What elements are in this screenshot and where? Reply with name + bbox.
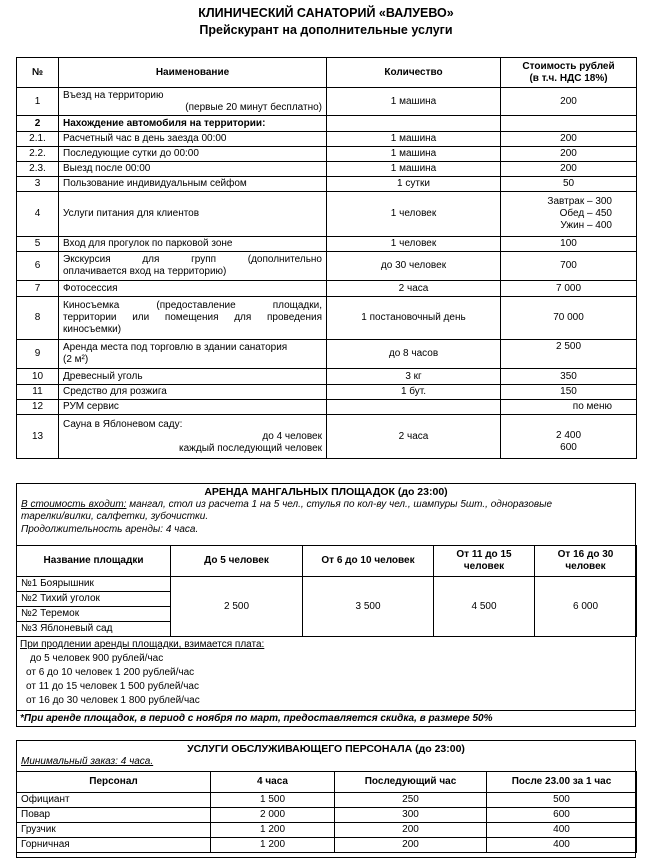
table-row: 2.2. Последующие сутки до 00:00 1 машина 200 — [17, 147, 637, 162]
table-row: Официант 1 500 250 500 — [17, 793, 637, 808]
price-table — [16, 57, 637, 459]
table-row: 9 Аренда места под торговлю в здании санатория (2 м²) до 8 часов 2 500 — [17, 340, 637, 369]
document-title: КЛИНИЧЕСКИЙ САНАТОРИЙ «ВАЛУЕВО» — [198, 6, 454, 20]
header-name: Наименование — [59, 58, 327, 88]
header-price: Стоимость рублей (в т.ч. НДС 18%) — [501, 58, 637, 88]
table-row: №3 Яблоневый сад — [17, 622, 637, 637]
table-row: Повар 2 000 300 600 — [17, 808, 637, 823]
table-row: 2.1. Расчетный час в день заезда 00:00 1 машина 200 — [17, 132, 637, 147]
table-row: 11 Средство для розжига 1 бут. 150 — [17, 385, 637, 400]
document-subtitle: Прейскурант на дополнительные услуги — [199, 23, 453, 37]
table-row: 2.3. Выезд после 00:00 1 машина 200 — [17, 162, 637, 177]
table-row: 12 РУМ сервис по меню — [17, 400, 637, 415]
bbq-extension: При продлении аренды площадки, взимается плата: до 5 человек 900 рублей/час от 6 до 10 человек 1 200 рублей/час от 11 до 15 человек 1 500 рублей/час от 16 до 30 человек 1 800 рублей/час — [20, 639, 265, 706]
table-row: №2 Теремок — [17, 607, 637, 622]
table-row: 10 Древесный уголь 3 кг 350 — [17, 369, 637, 385]
table-row: 7 Фотосессия 2 часа 7 000 — [17, 281, 637, 297]
table-row: 3 Пользование индивидуальным сейфом 1 сутки 50 — [17, 177, 637, 192]
table-row: 4 Услуги питания для клиентов 1 человек Завтрак – 300 Обед – 450 Ужин – 400 — [17, 192, 637, 237]
table-row: 8 Киносъемка (предоставление площадки, территории или помещения для проведения киносъемки) 1 постановочный день 70 000 — [17, 297, 637, 340]
discount-note: *При аренде площадок, в период с ноября по март, предоставляется скидка, в размере 50% — [20, 713, 493, 724]
table-row: 2 Нахождение автомобиля на территории: — [17, 116, 637, 132]
table-row: Грузчик 1 200 200 400 — [17, 823, 637, 838]
staff-table-header: Персонал 4 часа Последующий час После 23.00 за 1 час — [17, 772, 637, 793]
table-row: 5 Вход для прогулок по парковой зоне 1 человек 100 — [17, 237, 637, 252]
price-table-header — [17, 58, 637, 88]
table-row: 13 Сауна в Яблоневом саду: до 4 человек каждый последующий человек 2 часа 2 400 600 — [17, 415, 637, 459]
bbq-section: АРЕНДА МАНГАЛЬНЫХ ПЛОЩАДОК (до 23:00) В стоимость входит: мангал, стол из расчета 1 на 5 чел., стулья по кол-ву чел., шампуры 5шт., одноразовые тарелки/вилки, салфетки, зубочистки. Продолжительность аренды: 4 часа. — [16, 483, 636, 727]
bbq-table — [16, 545, 637, 637]
table-row: 1 Въезд на территорию (первые 20 минут бесплатно) 1 машина 200 — [17, 88, 637, 116]
header-num: № — [17, 58, 59, 88]
bbq-duration: Продолжительность аренды: 4 часа. — [21, 523, 199, 535]
table-row: Горничная 1 200 200 400 — [17, 838, 637, 853]
bbq-title: АРЕНДА МАНГАЛЬНЫХ ПЛОЩАДОК (до 23:00) — [204, 486, 448, 498]
header-qty: Количество — [327, 58, 501, 88]
staff-title: УСЛУГИ ОБСЛУЖИВАЮЩЕГО ПЕРСОНАЛА (до 23:00) — [187, 743, 465, 755]
bbq-includes: В стоимость входит: мангал, стол из расчета 1 на 5 чел., стулья по кол-ву чел., шампуры 5шт., одноразовые — [21, 498, 553, 510]
staff-min-order: Минимальный заказ: 4 часа. — [21, 755, 154, 767]
bbq-table-header: Название площадки До 5 человек От 6 до 10 человек От 11 до 15 человек От 16 до 30 человек — [17, 546, 637, 577]
staff-table — [16, 771, 637, 853]
table-row: №1 Боярышник 2 500 3 500 4 500 6 000 — [17, 577, 637, 592]
table-row: 6 Экскурсия для групп (дополнительно оплачивается вход на территорию) до 30 человек 700 — [17, 252, 637, 281]
table-row: №2 Тихий уголок — [17, 592, 637, 607]
